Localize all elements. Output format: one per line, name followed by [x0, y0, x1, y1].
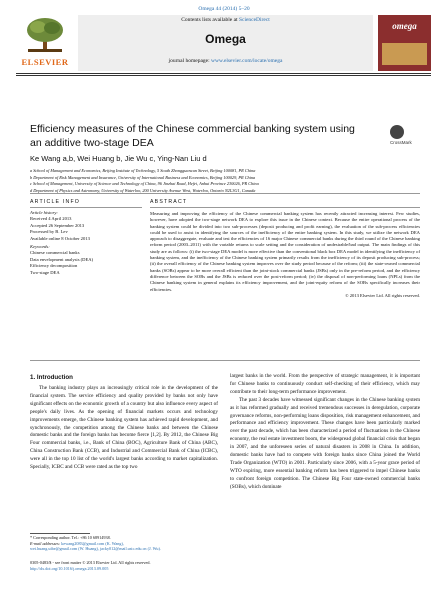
- crossmark-label: CrossMark: [390, 140, 412, 145]
- divider: [30, 207, 142, 208]
- keyword: Data envelopment analysis (DEA): [30, 256, 94, 262]
- elsevier-tree-icon: [24, 17, 66, 53]
- keywords-label: Keywords:: [30, 244, 50, 249]
- contents-prefix: Contents lists available at: [181, 17, 239, 23]
- homepage-link[interactable]: www.elsevier.com/locate/omega: [211, 58, 283, 64]
- history-item: Available online 8 October 2013: [30, 235, 90, 241]
- affiliation: d Department of Physics and Astronomy, University of Waterloo, 200 University Avenue West, Waterloo, Ontario N2L3G1, Canada: [30, 187, 256, 193]
- body-column-left: [30, 385, 218, 472]
- abstract-heading: ABSTRACT: [150, 199, 188, 205]
- history-item: Received 4 April 2013: [30, 216, 72, 222]
- history-label: Article history:: [30, 210, 58, 215]
- homepage-prefix: journal homepage:: [168, 58, 212, 64]
- email-link[interactable]: kewang2083@gmail.com (K. Wang),: [61, 540, 124, 546]
- sciencedirect-link[interactable]: ScienceDirect: [238, 17, 270, 23]
- elsevier-logo: [16, 15, 74, 71]
- article-info-heading: ARTICLE INFO: [30, 199, 81, 205]
- publisher-name: ELSEVIER: [21, 57, 69, 67]
- author-list: Ke Wang a,b, Wei Huang b, Jie Wu c, Ying-Nan Liu d: [30, 154, 207, 163]
- keywords: [30, 244, 142, 276]
- paragraph: The past 3 decades have witnessed significant changes in the Chinese banking system as it has reformed gradually and received tremendous successes in deregulation, corporate governance reforms, non-performing loans disposition, risk management enhancement, and performance and efficiency improvement. These changes have been particularly marked over the past decade, which has been characterized a period of fluctuations in the Chinese economy, the real estate investment boom, the widespread global financial crisis that began in 2007, and the unforeseen series of natural disasters in 2008 in China. In addition, domestic banks have had to compete with foreign banks since China joined the World Trade Organization (WTO) in 2001. Particularly since 2006, with a 5-year grace period of WTO expiring, more essential banking reform has been triggered to impel Chinese banks to confront foreign competition. The Chinese Big Four state-owned commercial banks (SOBs), which dominate: [230, 396, 421, 490]
- email-label: E-mail addresses:: [30, 540, 62, 546]
- keyword: Chinese commercial banks: [30, 250, 80, 256]
- article-history: [30, 210, 142, 242]
- header-rule-2: [16, 75, 431, 76]
- paragraph: The banking industry plays an increasingly critical role in the development of the financial system. The service efficiency and quality provided by banks not only have significant effects on the economic growth of a country but also influence every aspect of people's daily lives. As the opening of financial markets occurs and technology improvements emerge, the Chinese banking system has achieved rapid development, and synchronously, the competition among the Chinese banks and between the Chinese domestic banks and the foreign banks has become fierce [1,2]. By 2012, the Chinese Big Four commercial banks, i.e., Bank of China (BOC), Agriculture Bank of China (ABC), China Construction Bank (CCB), and Industrial and Commercial Bank of China (ICBC), were all in the top 10 list of the world's largest banks according to market capitalization. Specially, ICBC and CCB were rated as the top two: [30, 385, 218, 471]
- keyword: Efficiency decomposition: [30, 263, 78, 269]
- copyright-notice: © 2013 Elsevier Ltd. All rights reserved.: [345, 292, 420, 298]
- affiliation: c School of Management, University of Science and Technology of China, 96 Jinzhai Road, Hefei, Anhui Province 230026, PR China: [30, 181, 259, 187]
- history-item: Accepted 26 September 2013: [30, 222, 85, 228]
- email-link[interactable]: wei.huang.uibe@gmail.com (W. Huang), jacky012@mail.ustc.edu.cn (J. Wu).: [30, 546, 161, 552]
- journal-homepage: [78, 58, 373, 64]
- paragraph: largest banks in the world. From the perspective of strategic management, it is important for Chinese banks to continuously conduct self-checking of their efficiency, which may contribute to their long-term performance improvement.: [230, 373, 420, 395]
- abstract-text: Measuring and improving the efficiency of the Chinese commercial banking system has recently attracted increasing interest. Few studies, however, have adopted the two-stage network DEA to explore this issue in the Chinese context. Because the entire operational process of the banking system could be divided into two sub-processes (deposit producing and profit earning), the evaluation of the sub-process efficiencies could be used to assist in identifying the sources of the inefficiency of the entire banking system. In this study, we utilize the network DEA approach to disaggregate, evaluate and test the efficiencies of 16 major Chinese commercial banks during the third round of the Chinese banking reform period (2003–2011) with the variable returns to scale setting and the consideration of undesirable/bad output. The main findings of this study are as follows: (i) the two-stage DEA model is more effective than the conventional black box DEA model in identifying the inefficiency of banking system, and the inefficiency of the Chinese banking system primarily results from the inefficiency of its deposit producing sub-process; (ii) the overall efficiency of the Chinese banking system improves over the study period because of the reform; (iii) the state-owned commercial banks (SOBs) appear to be more overall efficient than the joint-stock commercial banks (JSBs) only in the pre-reform period, and the efficiency difference between the SOBs and the JSBs is reduced over the post-reform period; (iv) the disposal of non-performing loans (NPLs) from the Chinese banking system in general explains its efficiency improvement, and the joint-equity reform of the SOBs specifically increases their efficiencies.: [150, 211, 420, 292]
- crossmark-badge[interactable]: [390, 125, 430, 145]
- body-column-right: [230, 373, 420, 492]
- doi-link[interactable]: http://dx.doi.org/10.1016/j.omega.2013.09.005: [30, 565, 109, 571]
- contents-line: [78, 17, 373, 23]
- section-heading-introduction: 1. Introduction: [30, 374, 73, 381]
- keyword: Two-stage DEA: [30, 269, 60, 275]
- divider: [30, 193, 420, 194]
- journal-reference[interactable]: Omega 44 (2014) 5–20: [198, 6, 250, 12]
- divider: [30, 360, 420, 361]
- issn-line: 0305-0483/$ - see front matter © 2013 Elsevier Ltd. All rights reserved.: [30, 560, 151, 565]
- journal-title: Omega: [205, 32, 246, 46]
- affiliation: b Department of Risk Management and Insurance, University of International Business and Economics, Beijing 100029, PR China: [30, 174, 256, 180]
- affiliation: a School of Management and Economics, Beijing Institute of Technology, 5 South Zhongguancun Street, Beijing 100081, PR China: [30, 168, 256, 173]
- divider: [150, 207, 420, 208]
- header-rule: [16, 73, 431, 74]
- abstract-body: [150, 211, 420, 299]
- cover-band: [382, 43, 427, 65]
- journal-header: [78, 15, 373, 71]
- crossmark-icon: [390, 125, 404, 139]
- issn-doi: [30, 560, 220, 571]
- cover-title: omega: [392, 21, 417, 31]
- history-item: Processed by B. Lev: [30, 229, 68, 235]
- journal-cover-thumbnail: [378, 15, 431, 71]
- affiliations: [30, 168, 420, 194]
- footnotes: [30, 535, 220, 552]
- corresponding-author-note: * Corresponding author. Tel.: +86 10 68914938.: [30, 535, 111, 540]
- footnote-rule: [30, 533, 90, 534]
- article-title: Efficiency measures of the Chinese commercial banking system using an additive two-stage DEA: [30, 123, 355, 149]
